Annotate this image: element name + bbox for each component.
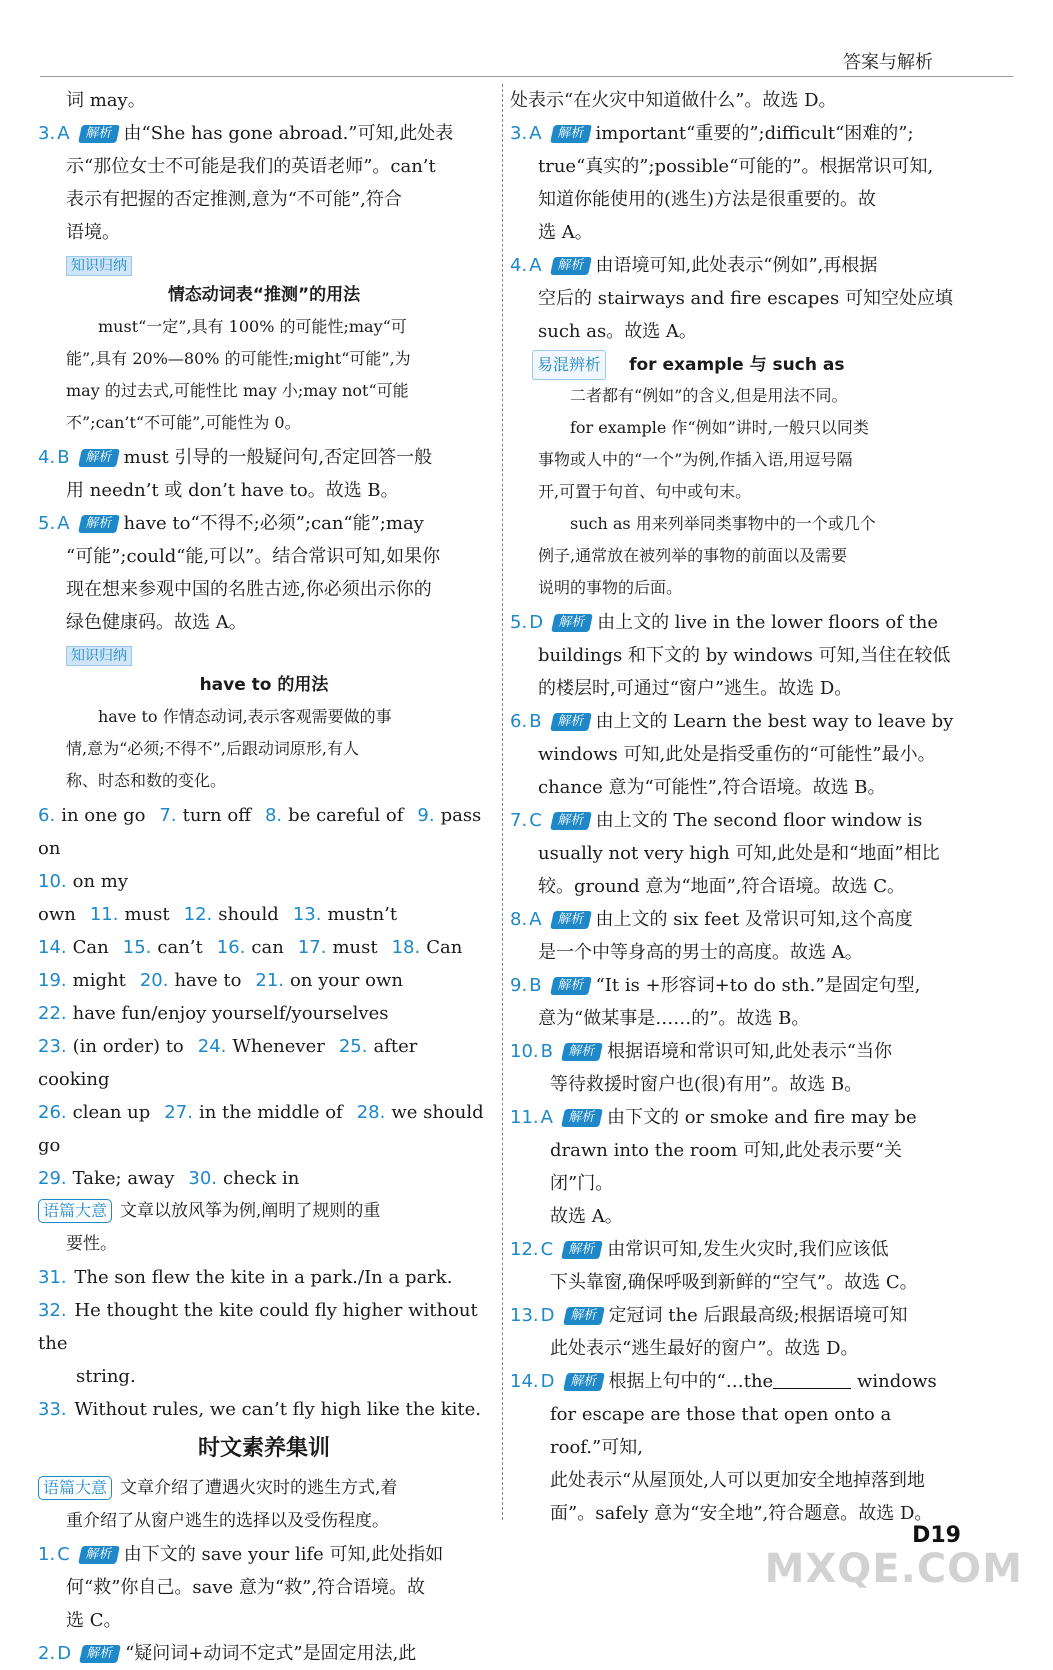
answer-item: 11. A 解析 由下文的 or smoke and fire may be bbox=[510, 1107, 917, 1128]
answer-line: 故选 A。 bbox=[550, 1206, 623, 1227]
analysis-tag: 解析 bbox=[78, 515, 120, 533]
summary-line: 重介绍了从窗户逃生的选择以及受伤程度。 bbox=[66, 1511, 389, 1531]
answer-line: 现在想来参观中国的名胜古迹,你必须出示你的 bbox=[66, 579, 432, 600]
analysis-tag: 解析 bbox=[561, 1241, 603, 1259]
fill-answer: check in bbox=[223, 1168, 300, 1189]
analysis-tag: 解析 bbox=[550, 977, 592, 995]
fill-answer: on your own bbox=[290, 970, 403, 991]
blank-line bbox=[773, 1372, 851, 1389]
answer-item: 12. C 解析 由常识可知,发生火灾时,我们应该低 bbox=[510, 1239, 889, 1260]
fill-answer: Can bbox=[72, 937, 109, 958]
answer-line: 此处表示“从屋顶处,人可以更加安全地掉落到地 bbox=[550, 1470, 925, 1491]
answer-line: 等待救援时窗户也(很)有用”。故选 B。 bbox=[550, 1074, 863, 1095]
analysis-tag: 解析 bbox=[551, 614, 593, 632]
item-number: 24. bbox=[197, 1036, 227, 1057]
answer-line: drawn into the room 可知,此处表示要“关闭”门。 bbox=[550, 1140, 902, 1194]
answer-item: 10. B 解析 根据语境和常识可知,此处表示“当你 bbox=[510, 1041, 892, 1062]
analysis-tag: 解析 bbox=[550, 257, 592, 275]
fill-answer: Can bbox=[426, 937, 463, 958]
answer-item: 7. C 解析 由上文的 The second floor window is bbox=[510, 810, 923, 831]
page-number: D19 bbox=[912, 1523, 961, 1548]
analysis-tag: 解析 bbox=[563, 1307, 605, 1325]
fill-answer: Take; away bbox=[72, 1168, 175, 1189]
analysis-tag: 解析 bbox=[561, 1109, 603, 1127]
item-number: 17. bbox=[297, 937, 327, 958]
fill-answer: be careful of bbox=[288, 805, 404, 826]
fill-answer: have fun/enjoy yourself/yourselves bbox=[72, 1003, 389, 1024]
fill-answer: mustn’t bbox=[327, 904, 398, 925]
answer-line: for escape are those that open onto a roof.”可知, bbox=[550, 1404, 892, 1458]
confusion-title: for example 与 such as bbox=[629, 355, 845, 375]
item-number: 22. bbox=[38, 1003, 67, 1024]
answer-item: 9. B 解析 “It is +形容词+to do sth.”是固定句型, bbox=[510, 975, 921, 996]
analysis-tag: 解析 bbox=[78, 1546, 120, 1564]
summary-badge: 语篇大意 bbox=[38, 1199, 112, 1223]
item-number: 7. bbox=[159, 805, 177, 826]
answer-line: windows 可知,此处是指受重伤的“可能性”最小。 bbox=[538, 744, 936, 765]
item-number: 15. bbox=[122, 937, 152, 958]
knowledge-title: have to 的用法 bbox=[199, 675, 329, 695]
analysis-tag: 解析 bbox=[550, 812, 592, 830]
analysis-tag: 解析 bbox=[563, 1373, 605, 1391]
answer-line: 意为“做某事是……的”。故选 B。 bbox=[538, 1008, 810, 1029]
fill-answer: Whenever bbox=[232, 1036, 325, 1057]
answer-line: 面”。safely 意为“安全地”,符合题意。故选 D。 bbox=[550, 1503, 933, 1524]
analysis-tag: 解析 bbox=[550, 713, 592, 731]
answer-item: 13. D 解析 定冠词 the 后跟最高级;根据语境可知 bbox=[510, 1305, 908, 1326]
answer-item: 31. The son flew the kite in a park./In a park. bbox=[38, 1267, 453, 1288]
fill-answer: after cooking bbox=[38, 1036, 418, 1090]
answer-line: chance 意为“可能性”,符合语境。故选 B。 bbox=[538, 777, 886, 798]
answer-item: 3. A 解析 important“重要的”;difficult“困难的”; bbox=[510, 123, 914, 144]
answer-line: true“真实的”;possible“可能的”。根据常识可知, bbox=[538, 156, 934, 177]
knowledge-badge: 知识归纳 bbox=[66, 256, 132, 276]
answer-line: “可能”;could“能,可以”。结合常识可知,如果你 bbox=[66, 546, 441, 567]
knowledge-box: 知识归纳 have to 的用法 have to 作情态动词,表示客观需要做的事 情,意为“必须;不得不”,后跟动词原形,有人 称、时态和数的变化。 bbox=[38, 641, 490, 797]
item-number: 14. bbox=[38, 937, 67, 958]
summary-line: 要性。 bbox=[66, 1234, 117, 1254]
section-title: 时文素养集训 bbox=[197, 1436, 330, 1461]
answer-item: 5. D 解析 由上文的 live in the lower floors of the bbox=[510, 612, 939, 633]
analysis-tag: 解析 bbox=[550, 911, 592, 929]
continued-text: 处表示“在火灾中知道做什么”。故选 D。 bbox=[510, 90, 837, 111]
analysis-tag: 解析 bbox=[78, 125, 120, 143]
knowledge-box: 知识归纳 情态动词表“推测”的用法 must“一定”,具有 100% 的可能性;may“可 能”,具有 20%—80% 的可能性;might“可能”,为 may 的过去式,可能性比 may 小;may not“可能 不”;can’t“不可能”,可能性为 0。 bbox=[38, 251, 490, 439]
fill-answer-row bbox=[38, 1162, 490, 1195]
knowledge-badge: 知识归纳 bbox=[66, 646, 132, 666]
confusion-box: 易混辨析 for example 与 such as 二者都有“例如”的含义,但是用法不同。 for example 作“例如”讲时,一般只以同类 事物或人中的“一个”为例,作插入语,用逗号隔 开,可置于句首、句中或句末。 such as 用来列举同类事物中的一个或几个 例子,通常放在被列举的事物的前面以及需要 说明的事物的后面。 bbox=[510, 350, 965, 604]
summary-badge: 语篇大意 bbox=[38, 1476, 112, 1500]
header-rule bbox=[40, 76, 1013, 77]
answer-item: 4. B 解析 must 引导的一般疑问句,否定回答一般 bbox=[38, 447, 433, 468]
answer-line: 选 A。 bbox=[538, 222, 593, 243]
answer-line: 何“救”你自己。save 意为“救”,符合语境。故 bbox=[66, 1577, 426, 1598]
fill-answer: clean up bbox=[72, 1102, 151, 1123]
fill-answer: in one go bbox=[61, 805, 146, 826]
answer-item: 3. A 解析 由“She has gone abroad.”可知,此处表 bbox=[38, 123, 454, 144]
item-number: 27. bbox=[164, 1102, 193, 1123]
item-number: 11. bbox=[89, 904, 119, 925]
answer-line: 语境。 bbox=[66, 222, 120, 243]
item-number: 8. bbox=[264, 805, 283, 826]
continued-text: 词 may。 bbox=[66, 90, 146, 111]
answer-line: 下头靠窗,确保呼吸到新鲜的“空气”。故选 C。 bbox=[550, 1272, 918, 1293]
answer-line: buildings 和下文的 by windows 可知,当住在较低 bbox=[538, 645, 951, 666]
answer-line: 较。ground 意为“地面”,符合语境。故选 C。 bbox=[538, 876, 906, 897]
right-column bbox=[510, 84, 965, 1530]
fill-answer: must bbox=[332, 937, 378, 958]
fill-answer: turn off bbox=[182, 805, 251, 826]
answer-item: 5. A 解析 have to“不得不;必须”;can“能”;may bbox=[38, 513, 424, 534]
fill-answer-row bbox=[38, 1030, 490, 1096]
answer-line: 知道你能使用的(逃生)方法是很重要的。故 bbox=[538, 189, 877, 210]
item-number: 20. bbox=[139, 970, 169, 991]
answer-line: string. bbox=[76, 1366, 136, 1387]
left-column bbox=[38, 84, 490, 1670]
knowledge-title: 情态动词表“推测”的用法 bbox=[167, 285, 361, 305]
item-number: 21. bbox=[255, 970, 285, 991]
answer-line: 表示有把握的否定推测,意为“不可能”,符合 bbox=[66, 189, 402, 210]
answer-item: 6. B 解析 由上文的 Learn the best way to leave by bbox=[510, 711, 954, 732]
analysis-tag: 解析 bbox=[79, 1645, 121, 1663]
fill-answer-row bbox=[38, 799, 490, 865]
item-number: 13. bbox=[292, 904, 322, 925]
item-number: 25. bbox=[338, 1036, 368, 1057]
answer-line: 绿色健康码。故选 A。 bbox=[66, 612, 247, 633]
fill-answer-row bbox=[38, 997, 490, 1030]
answer-line: 是一个中等身高的男士的高度。故选 A。 bbox=[538, 942, 863, 963]
answer-item: 1. C 解析 由下文的 save your life 可知,此处指如 bbox=[38, 1544, 444, 1565]
fill-answer: can’t bbox=[157, 937, 203, 958]
analysis-tag: 解析 bbox=[561, 1043, 603, 1061]
fill-answer: have to bbox=[174, 970, 242, 991]
confusion-badge: 易混辨析 bbox=[532, 350, 606, 380]
answer-line: usually not very high 可知,此处是和“地面”相比 bbox=[538, 843, 940, 864]
page-header-title: 答案与解析 bbox=[843, 52, 933, 73]
fill-answer: (in order) to bbox=[72, 1036, 184, 1057]
fill-answer-row bbox=[38, 964, 490, 997]
passage-summary: 语篇大意 文章以放风筝为例,阐明了规则的重 bbox=[38, 1195, 490, 1228]
fill-answer: should bbox=[218, 904, 279, 925]
column-divider bbox=[502, 84, 503, 1520]
item-number: 29. bbox=[38, 1168, 67, 1189]
item-number: 19. bbox=[38, 970, 67, 991]
fill-answers bbox=[38, 799, 490, 1195]
watermark-logo: MXQE.COM bbox=[764, 1546, 1023, 1592]
item-number: 18. bbox=[391, 937, 421, 958]
fill-answer-row bbox=[38, 931, 490, 964]
item-number: 26. bbox=[38, 1102, 67, 1123]
item-number: 28. bbox=[356, 1102, 386, 1123]
item-number: 10. bbox=[38, 871, 67, 892]
item-number: 12. bbox=[183, 904, 213, 925]
answer-line: 的楼层时,可通过“窗户”逃生。故选 D。 bbox=[538, 678, 853, 699]
item-number: 16. bbox=[216, 937, 246, 958]
analysis-tag: 解析 bbox=[78, 449, 120, 467]
answer-line: such as。故选 A。 bbox=[538, 321, 697, 342]
answer-item: 14. D 解析 根据上句中的“…the windows bbox=[510, 1371, 937, 1392]
analysis-tag: 解析 bbox=[550, 125, 592, 143]
answer-item: 8. A 解析 由上文的 six feet 及常识可知,这个高度 bbox=[510, 909, 913, 930]
item-number: 23. bbox=[38, 1036, 67, 1057]
item-number: 30. bbox=[188, 1168, 218, 1189]
answer-line: 示“那位女士不可能是我们的英语老师”。can’t bbox=[66, 156, 436, 177]
answer-line: 用 needn’t 或 don’t have to。故选 B。 bbox=[66, 480, 399, 501]
fill-answer: we should go bbox=[38, 1102, 484, 1156]
fill-answer: on my own bbox=[38, 871, 129, 925]
fill-answer-row bbox=[38, 1096, 490, 1162]
answer-item: 33. Without rules, we can’t fly high like the kite. bbox=[38, 1399, 482, 1420]
answer-line: 选 C。 bbox=[66, 1610, 122, 1631]
item-number: 6. bbox=[38, 805, 56, 826]
item-number: 9. bbox=[417, 805, 435, 826]
fill-answer-row bbox=[38, 865, 490, 931]
answer-item: 2. D 解析 “疑问词+动词不定式”是固定用法,此 bbox=[38, 1643, 417, 1664]
answer-item: 4. A 解析 由语境可知,此处表示“例如”,再根据 bbox=[510, 255, 878, 276]
passage-summary: 语篇大意 文章介绍了遭遇火灾时的逃生方式,着 bbox=[38, 1472, 490, 1505]
fill-answer: pass on bbox=[38, 805, 482, 859]
answer-item: 32. He thought the kite could fly higher without the bbox=[38, 1300, 478, 1354]
fill-answer: in the middle of bbox=[198, 1102, 343, 1123]
fill-answer: must bbox=[124, 904, 170, 925]
answer-line: 空后的 stairways and fire escapes 可知空处应填 bbox=[538, 288, 953, 309]
answer-line: 此处表示“逃生最好的窗户”。故选 D。 bbox=[550, 1338, 859, 1359]
fill-answer: can bbox=[251, 937, 284, 958]
fill-answer: might bbox=[72, 970, 126, 991]
